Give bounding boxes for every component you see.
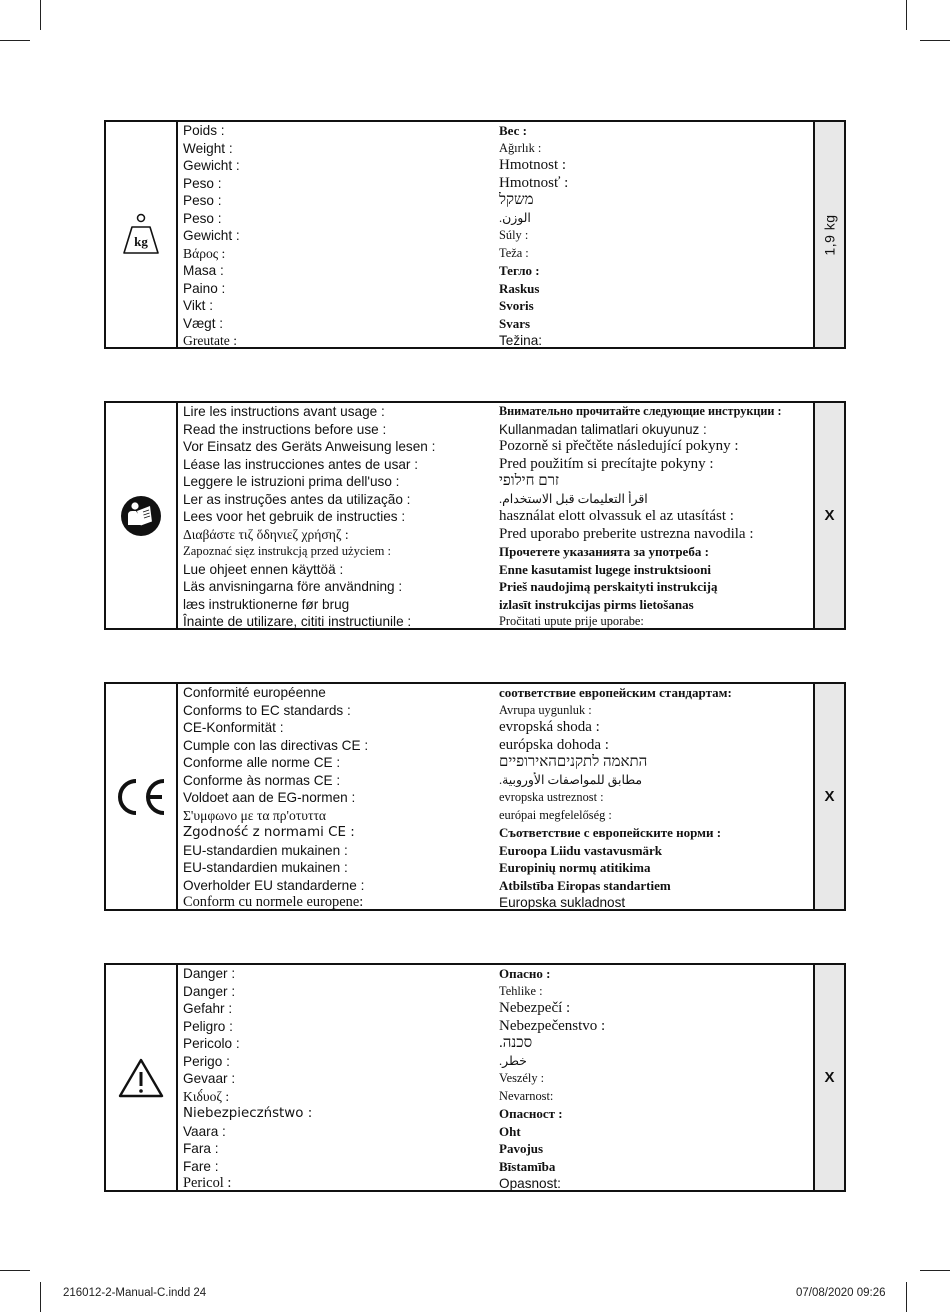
crop-mark: [920, 1270, 950, 1271]
ce-labels-left: [178, 684, 499, 909]
ce-label: Overholder EU standarderne :: [183, 877, 365, 893]
crop-mark: [40, 1282, 41, 1312]
danger-label: Опасно :: [499, 966, 551, 981]
danger-label: Опасност :: [499, 1106, 563, 1121]
read-label: זרם חילופי: [499, 473, 560, 489]
ce-label: evropská shoda :: [499, 719, 600, 735]
weight-label: Svoris: [499, 298, 534, 313]
read-label: Pozorně si přečtěte následující pokyny :: [499, 438, 739, 454]
ce-label: Euroopa Liidu vastavusmärk: [499, 842, 663, 858]
weight-label: Raskus: [499, 280, 540, 296]
danger-label: Perigo :: [183, 1053, 230, 1069]
read-label: Înainte de utilizare, cititi instructiunile :: [183, 614, 412, 629]
read-label: Pred použitím si precítajte pokyny :: [499, 455, 714, 472]
crop-mark: [920, 40, 950, 41]
weight-label: Vikt :: [183, 298, 213, 313]
weight-label: Тегло :: [499, 263, 540, 278]
read-label: használat elott olvassuk el az utasítást :: [499, 508, 734, 524]
read-label: Kullanmadan talimatlari okuyunuz :: [499, 421, 707, 437]
read-label: Leggere le istruzioni prima dell'uso :: [183, 474, 400, 489]
weight-label: Paino :: [183, 280, 226, 296]
ce-mark-icon: [114, 777, 168, 817]
read-label: Прочетете указанията за употреба :: [499, 544, 709, 559]
read-labels-right: [499, 403, 813, 628]
read-manual-icon-cell: [106, 403, 178, 628]
read-label: Read the instructions before use :: [183, 421, 387, 437]
weight-labels-right: [499, 122, 813, 347]
crop-mark: [906, 1282, 907, 1312]
crop-mark: [906, 0, 907, 30]
ce-label: Cumple con las directivas CE :: [183, 737, 369, 753]
read-label: Ler as instruções antes da utilização :: [183, 491, 411, 507]
read-label: Pred uporabo preberite ustrezna navodila :: [499, 525, 754, 542]
read-label: Lees voor het gebruik de instructies :: [183, 509, 406, 524]
weight-label: Hmotnosť :: [499, 174, 569, 191]
weight-label: Βάρος :: [183, 245, 226, 261]
danger-labels-right: [499, 965, 813, 1190]
ce-label: התאמה לתקניםהאירופיים: [499, 754, 648, 770]
weight-value: 1,9 kg: [821, 213, 838, 256]
weight-label: Teža :: [499, 245, 529, 260]
weight-label: .الوزن: [499, 210, 531, 225]
danger-label: Pavojus: [499, 1141, 544, 1156]
read-labels-left: [178, 403, 499, 628]
read-label: Prieš naudojimą perskaityti instrukciją: [499, 579, 718, 594]
ce-label: Conformité européenne: [183, 685, 326, 700]
weight-icon-label: kg: [134, 233, 148, 249]
ce-label: .مطابق للمواصفات الأوروبية: [499, 772, 643, 787]
danger-label: Danger :: [183, 966, 236, 981]
ce-label: EU-standardien mukainen :: [183, 860, 348, 875]
danger-labels-left: [178, 965, 499, 1190]
weight-label: Greutate :: [183, 333, 237, 348]
read-instructions-table: [104, 401, 846, 630]
read-label: Zapoznać sięz instrukcją przed użyciem :: [183, 544, 392, 558]
weight-label: Težina:: [499, 333, 543, 348]
warning-triangle-icon: [117, 1057, 165, 1099]
ce-value: X: [824, 788, 835, 805]
weight-label: Peso :: [183, 175, 222, 191]
weight-label: Masa :: [183, 263, 224, 278]
weight-label: Gewicht :: [183, 228, 240, 243]
danger-label: Fare :: [183, 1158, 219, 1174]
read-label: Lire les instructions avant usage :: [183, 404, 385, 419]
danger-label: Veszély :: [499, 1071, 545, 1085]
weight-table: [104, 120, 846, 349]
read-label: Lue ohjeet ennen käyttöä :: [183, 561, 344, 577]
weight-label: Вес :: [499, 123, 527, 138]
ce-value-cell: [813, 684, 844, 909]
weight-label: Súly :: [499, 228, 529, 242]
ce-labels-right: [499, 684, 813, 909]
danger-label: .סכנה: [499, 1035, 533, 1051]
danger-label: Tehlike :: [499, 983, 543, 998]
read-manual-icon: [120, 495, 162, 537]
crop-mark: [40, 0, 41, 30]
read-label: Διαβάστε τιζ ὅδηνιεζ χρήσηζ :: [183, 526, 349, 542]
crop-mark: [0, 40, 30, 41]
weight-label: Gewicht :: [183, 158, 240, 173]
ce-label: CE-Konformität :: [183, 720, 284, 735]
danger-table: [104, 963, 846, 1192]
danger-label: Pericolo :: [183, 1036, 240, 1051]
weight-value-cell: [813, 122, 844, 347]
weight-label: Ağırlık :: [499, 140, 542, 155]
danger-label: Pericol :: [183, 1175, 232, 1191]
weight-labels-left: [178, 122, 499, 347]
weight-label: משקל: [499, 192, 534, 208]
ce-label: соответствие европейским стандартам:: [499, 685, 732, 700]
danger-label: Opasnost:: [499, 1176, 561, 1191]
read-value: X: [824, 507, 835, 524]
read-label: Pročitati upute prije uporabe:: [499, 614, 644, 628]
weight-label: Peso :: [183, 210, 222, 226]
weight-label: Hmotnost :: [499, 157, 567, 173]
weight-icon-cell: [106, 122, 178, 347]
read-label: Внимательно прочитайте следующие инструкции :: [499, 404, 782, 418]
danger-label: .خطر: [499, 1053, 527, 1068]
ce-label: európska dohoda :: [499, 736, 609, 753]
danger-label: Danger :: [183, 983, 236, 999]
weight-label: Svars: [499, 315, 531, 331]
danger-label: Nebezpečí :: [499, 1000, 571, 1016]
footer-datetime: 07/08/2020 09:26: [796, 1287, 886, 1299]
ce-label: Conforme alle norme CE :: [183, 755, 341, 770]
weight-label: Vægt :: [183, 315, 224, 331]
ce-label: Conforms to EC standards :: [183, 702, 351, 718]
weight-label: Peso :: [183, 193, 222, 208]
ce-label: európai megfelelőség :: [499, 807, 612, 822]
ce-label: EU-standardien mukainen :: [183, 842, 348, 858]
danger-label: Peligro :: [183, 1018, 233, 1034]
read-label: læs instruktionerne før brug: [183, 596, 350, 612]
read-value-cell: [813, 403, 844, 628]
read-label: Vor Einsatz des Geräts Anweisung lesen :: [183, 439, 436, 454]
footer-file: 216012-2-Manual-C.indd 24: [63, 1287, 207, 1299]
danger-label: Vaara :: [183, 1123, 226, 1139]
danger-label: Nebezpečenstvo :: [499, 1017, 606, 1034]
ce-label: Europska sukladnost: [499, 895, 626, 910]
ce-label: Europinių normų atitikima: [499, 860, 651, 875]
ce-label: Atbilstība Eiropas standartiem: [499, 877, 671, 893]
read-label: Léase las instrucciones antes de usar :: [183, 456, 419, 472]
danger-label: Niebezpieczństwo :: [183, 1106, 313, 1121]
ce-label: Conforme às normas CE :: [183, 772, 341, 788]
danger-value: X: [824, 1069, 835, 1086]
danger-label: Nevarnost:: [499, 1088, 554, 1103]
ce-label: Σ'υμφωνο με τα πρ'οτυττα: [183, 807, 327, 823]
ce-label: Avrupa uygunluk :: [499, 702, 592, 717]
read-label: Läs anvisningarna före användning :: [183, 579, 403, 594]
danger-label: Gevaar :: [183, 1071, 236, 1086]
danger-label: Gefahr :: [183, 1001, 233, 1016]
ce-label: Conform cu normele europene:: [183, 894, 364, 910]
danger-label: Fara :: [183, 1141, 219, 1156]
weight-label: Weight :: [183, 140, 233, 156]
danger-icon-cell: [106, 965, 178, 1190]
ce-label: evropska ustreznost :: [499, 790, 604, 804]
danger-label: Oht: [499, 1123, 521, 1139]
read-label: Enne kasutamist lugege instruktsiooni: [499, 561, 712, 577]
read-label: .اقرأ التعليمات قبل الاستخدام: [499, 491, 648, 506]
ce-label: Zgodność z normami CE :: [183, 825, 355, 840]
weight-kg-icon: [121, 213, 161, 257]
ce-conformity-table: [104, 682, 846, 911]
danger-value-cell: [813, 965, 844, 1190]
read-label: izlasīt instrukcijas pirms lietošanas: [499, 596, 694, 612]
crop-mark: [0, 1270, 30, 1271]
ce-label: Съответствие с европейските норми :: [499, 825, 722, 840]
ce-icon-cell: [106, 684, 178, 909]
ce-label: Voldoet aan de EG-normen :: [183, 790, 356, 805]
danger-label: Bīstamība: [499, 1158, 556, 1174]
danger-label: Κιδ́υοζ :: [183, 1088, 230, 1104]
weight-label: Poids :: [183, 123, 225, 138]
